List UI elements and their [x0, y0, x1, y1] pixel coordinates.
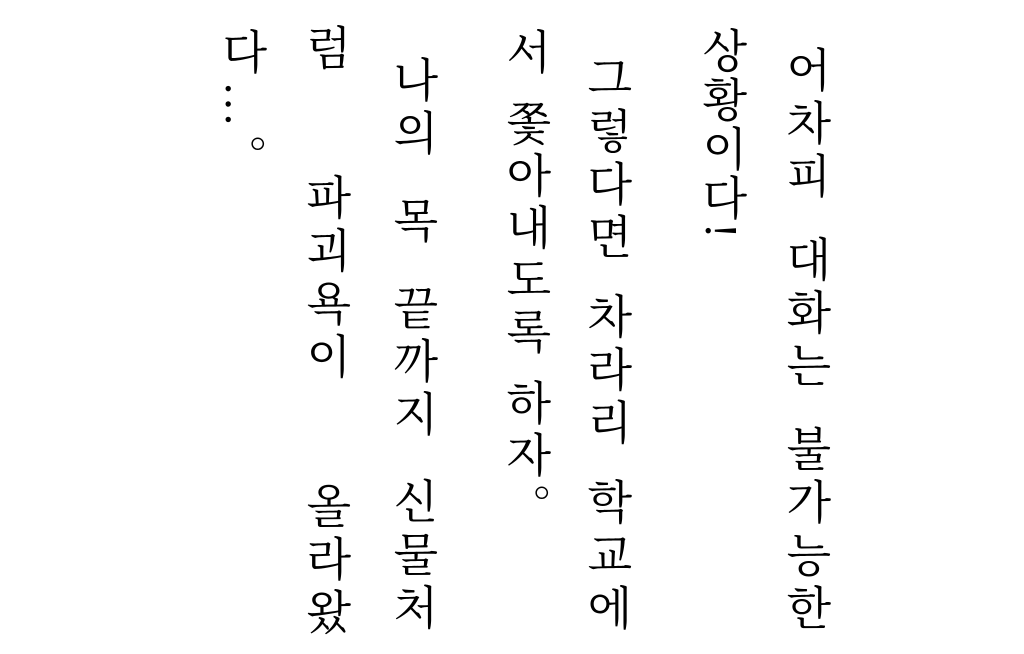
text-column-5: 나의 목 끝까지 신물처	[386, 56, 438, 637]
text-column-7: 다…。	[215, 28, 267, 187]
text-column-2: 상황이다!	[695, 27, 747, 242]
text-column-3: 그렇다면 차라리 학교에	[580, 54, 632, 637]
text-column-1: 어차피 대화는 불가능한	[779, 46, 831, 637]
text-column-6: 럼 파괴욕이 올라왔	[299, 24, 351, 641]
text-column-4: 서 쫓아내도록 하자。	[499, 28, 551, 535]
